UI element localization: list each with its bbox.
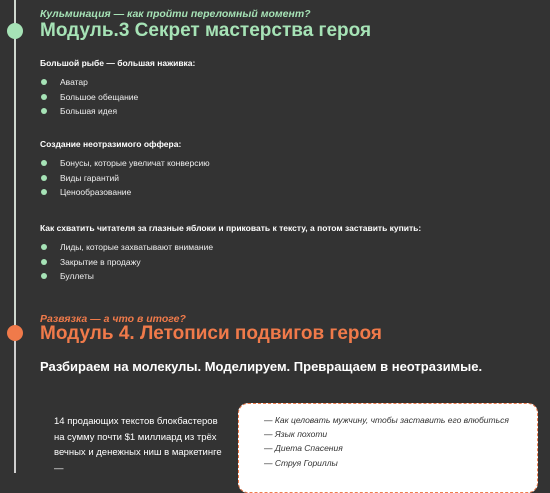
timeline-line-upper [14, 0, 16, 334]
list-item-label: Закрытие в продажу [60, 256, 141, 267]
timeline-dot-module3 [7, 23, 23, 39]
example-item: — Как целовать мужчину, чтобы заставить его влюбиться [264, 415, 509, 425]
list-item [40, 185, 530, 200]
list-item [40, 171, 530, 186]
list-item-label: Ценообразование [60, 187, 132, 197]
list-item-label: Большая идея [60, 106, 118, 116]
list-item-label: Буллеты [60, 271, 94, 281]
module4-kicker: Развязка — а что в итоге? [40, 313, 186, 325]
list-item-label: Аватар [60, 77, 88, 87]
section-heading: Как схватить читателя за глазные яблоки и приковать к тексту, а потом заставить купить: [40, 223, 422, 233]
module3-section-3 [40, 223, 530, 284]
examples-list [264, 413, 537, 470]
bullet-dot-icon [41, 175, 47, 181]
bullet-list [40, 75, 530, 119]
list-item [40, 104, 530, 119]
bullet-list [40, 240, 530, 284]
timeline-dot-module4 [7, 325, 23, 341]
bullet-list [40, 156, 530, 200]
list-item [40, 75, 530, 90]
bullet-dot-icon [41, 244, 47, 250]
bullet-dot-icon [41, 189, 47, 195]
list-item-label: Бонусы, которые увеличат конверсию [60, 158, 210, 168]
list-item [40, 255, 530, 270]
section-heading: Создание неотразимого оффера: [40, 139, 182, 149]
example-item: — Диета Спасения [264, 443, 343, 454]
bullet-dot-icon [41, 160, 47, 166]
list-item-label: Большое обещание [60, 91, 139, 102]
module3-title: Модуль.3 Секрет мастерства героя [40, 20, 372, 41]
bullet-dot-icon [41, 259, 47, 265]
module4-description: 14 продающих текстов блокбастеров на сумму почти $1 миллиард из трёх вечных и денежных ниш в маркетинге — [54, 416, 222, 474]
example-item: — Язык похоти [264, 429, 328, 440]
list-item [40, 90, 530, 105]
module4-subheading: Разбираем на молекулы. Моделируем. Превращаем в неотразимые. [40, 359, 483, 374]
section-heading: Большой рыбе — большая наживка: [40, 58, 196, 68]
bullet-dot-icon [41, 79, 47, 85]
list-item [40, 156, 530, 171]
bullet-dot-icon [41, 108, 47, 114]
list-item [40, 269, 530, 284]
examples-card [238, 403, 538, 493]
module3-section-1 [40, 58, 530, 119]
module3-section-2 [40, 139, 530, 200]
list-item [40, 240, 530, 255]
bullet-dot-icon [41, 273, 47, 279]
timeline-line-lower [14, 334, 16, 473]
module4-title: Модуль 4. Летописи подвигов героя [40, 323, 382, 344]
list-item-label: Виды гарантий [60, 172, 120, 183]
module3-kicker: Кульминация — как пройти переломный момент? [40, 8, 311, 20]
bullet-dot-icon [41, 94, 47, 100]
list-item-label: Лиды, которые захватывают внимание [60, 242, 214, 252]
example-item: — Струя Гориллы [264, 457, 338, 468]
